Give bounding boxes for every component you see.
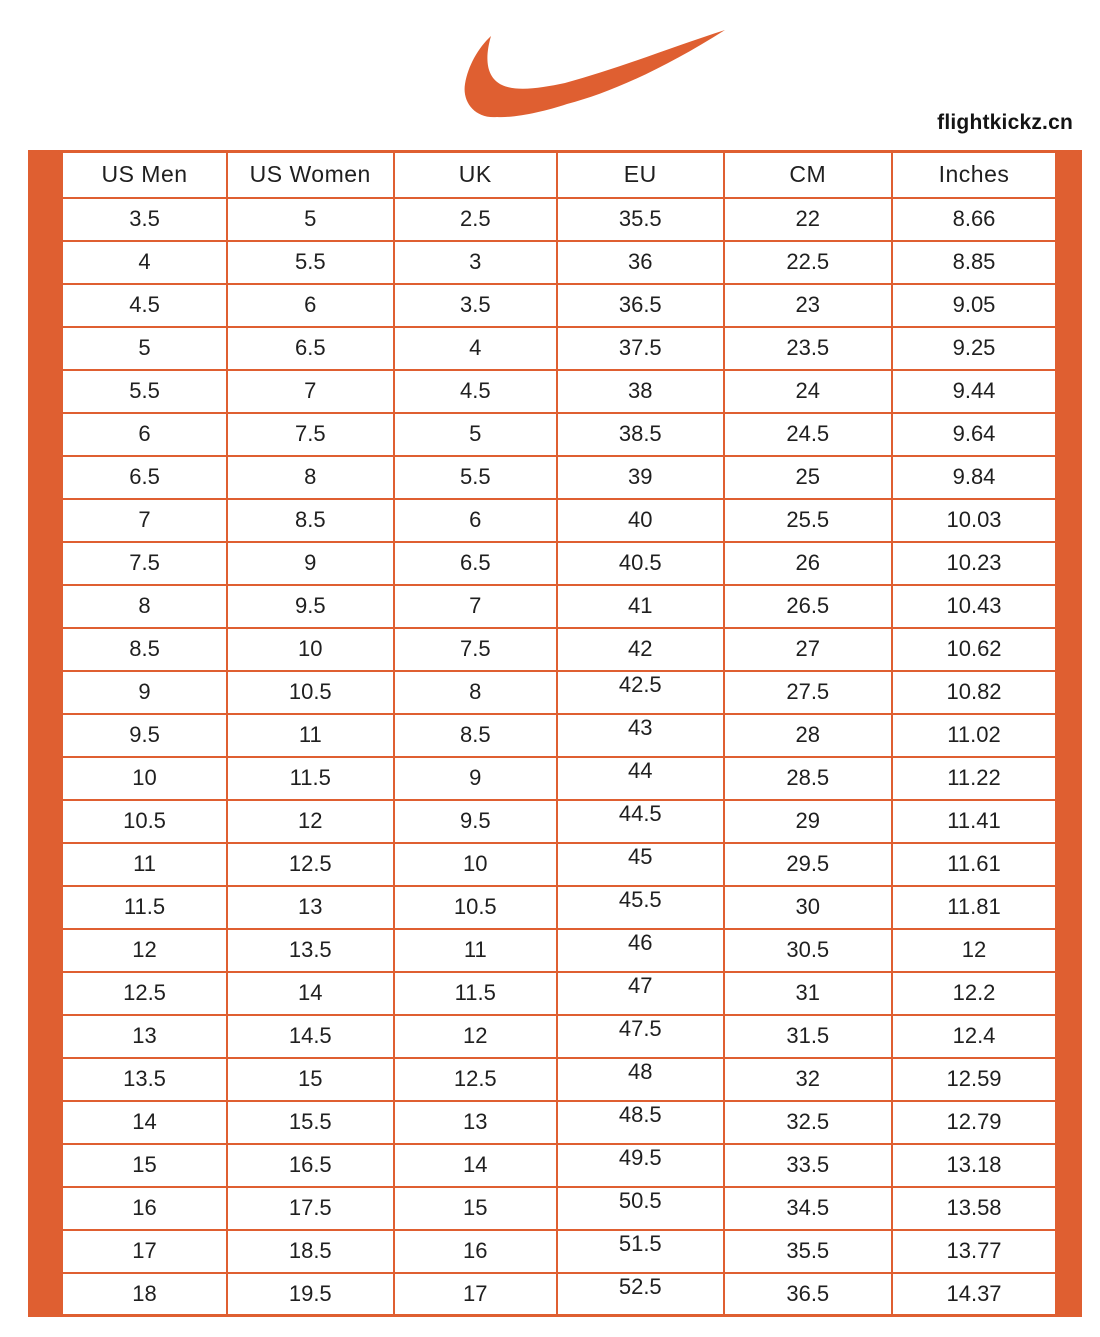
table-row bbox=[62, 585, 1057, 628]
size-cell: 5 bbox=[394, 413, 557, 456]
size-cell: 13 bbox=[394, 1101, 557, 1144]
size-cell: 18 bbox=[62, 1273, 227, 1316]
size-cell: 4.5 bbox=[394, 370, 557, 413]
size-cell: 35.5 bbox=[557, 198, 724, 241]
header-cell: Inches bbox=[892, 152, 1057, 198]
size-cell: 26.5 bbox=[724, 585, 892, 628]
size-cell: 42.5 bbox=[557, 671, 724, 714]
size-cell: 45 bbox=[557, 843, 724, 886]
size-cell: 10.5 bbox=[62, 800, 227, 843]
size-cell: 7 bbox=[394, 585, 557, 628]
size-cell: 11 bbox=[62, 843, 227, 886]
size-cell: 11 bbox=[394, 929, 557, 972]
size-cell: 13 bbox=[227, 886, 394, 929]
size-cell: 6.5 bbox=[227, 327, 394, 370]
header-cell: UK bbox=[394, 152, 557, 198]
size-cell: 9.5 bbox=[227, 585, 394, 628]
size-cell: 12.2 bbox=[892, 972, 1057, 1015]
size-cell: 6 bbox=[227, 284, 394, 327]
table-row bbox=[62, 714, 1057, 757]
size-cell: 10.5 bbox=[394, 886, 557, 929]
size-cell: 12.5 bbox=[227, 843, 394, 886]
size-cell: 10 bbox=[227, 628, 394, 671]
table-row bbox=[62, 327, 1057, 370]
size-cell: 6 bbox=[394, 499, 557, 542]
size-cell: 11.02 bbox=[892, 714, 1057, 757]
size-cell: 12.5 bbox=[394, 1058, 557, 1101]
size-cell: 14.37 bbox=[892, 1273, 1057, 1316]
size-cell: 12.79 bbox=[892, 1101, 1057, 1144]
size-cell: 15 bbox=[227, 1058, 394, 1101]
size-chart-table bbox=[60, 150, 1058, 1317]
size-cell: 10 bbox=[394, 843, 557, 886]
size-cell: 19.5 bbox=[227, 1273, 394, 1316]
size-cell: 13.58 bbox=[892, 1187, 1057, 1230]
size-cell: 33.5 bbox=[724, 1144, 892, 1187]
size-cell: 42 bbox=[557, 628, 724, 671]
size-cell: 29 bbox=[724, 800, 892, 843]
size-cell: 9.64 bbox=[892, 413, 1057, 456]
size-cell: 12 bbox=[394, 1015, 557, 1058]
size-cell: 14 bbox=[62, 1101, 227, 1144]
size-cell: 40.5 bbox=[557, 542, 724, 585]
size-cell: 47 bbox=[557, 972, 724, 1015]
size-cell: 49.5 bbox=[557, 1144, 724, 1187]
size-cell: 39 bbox=[557, 456, 724, 499]
size-cell: 12 bbox=[892, 929, 1057, 972]
size-cell: 9.5 bbox=[62, 714, 227, 757]
size-cell: 10 bbox=[62, 757, 227, 800]
size-cell: 9.5 bbox=[394, 800, 557, 843]
size-cell: 38 bbox=[557, 370, 724, 413]
size-cell: 11.5 bbox=[394, 972, 557, 1015]
size-cell: 9.25 bbox=[892, 327, 1057, 370]
size-cell: 9 bbox=[394, 757, 557, 800]
size-cell: 23.5 bbox=[724, 327, 892, 370]
size-cell: 36.5 bbox=[724, 1273, 892, 1316]
table-row bbox=[62, 284, 1057, 327]
size-cell: 13.5 bbox=[227, 929, 394, 972]
size-cell: 5.5 bbox=[394, 456, 557, 499]
table-row bbox=[62, 929, 1057, 972]
size-cell: 6.5 bbox=[394, 542, 557, 585]
size-cell: 11.41 bbox=[892, 800, 1057, 843]
size-cell: 38.5 bbox=[557, 413, 724, 456]
table-row bbox=[62, 241, 1057, 284]
size-cell: 9.84 bbox=[892, 456, 1057, 499]
table-row bbox=[62, 843, 1057, 886]
size-cell: 24.5 bbox=[724, 413, 892, 456]
size-cell: 35.5 bbox=[724, 1230, 892, 1273]
table-row bbox=[62, 800, 1057, 843]
size-cell: 8 bbox=[394, 671, 557, 714]
table-row bbox=[62, 542, 1057, 585]
size-cell: 13.5 bbox=[62, 1058, 227, 1101]
size-cell: 16 bbox=[394, 1230, 557, 1273]
size-cell: 8.5 bbox=[62, 628, 227, 671]
size-cell: 8.85 bbox=[892, 241, 1057, 284]
size-cell: 9.44 bbox=[892, 370, 1057, 413]
size-cell: 12 bbox=[227, 800, 394, 843]
size-cell: 50.5 bbox=[557, 1187, 724, 1230]
header-cell: EU bbox=[557, 152, 724, 198]
size-cell: 23 bbox=[724, 284, 892, 327]
size-cell: 12.4 bbox=[892, 1015, 1057, 1058]
header-cell: US Women bbox=[227, 152, 394, 198]
size-cell: 8 bbox=[62, 585, 227, 628]
size-cell: 17.5 bbox=[227, 1187, 394, 1230]
size-cell: 14 bbox=[227, 972, 394, 1015]
size-cell: 13.18 bbox=[892, 1144, 1057, 1187]
table-row bbox=[62, 1273, 1057, 1316]
size-cell: 28 bbox=[724, 714, 892, 757]
table-frame bbox=[28, 150, 1082, 1317]
size-cell: 11.5 bbox=[62, 886, 227, 929]
size-cell: 8.66 bbox=[892, 198, 1057, 241]
size-cell: 22 bbox=[724, 198, 892, 241]
size-cell: 41 bbox=[557, 585, 724, 628]
size-cell: 25.5 bbox=[724, 499, 892, 542]
size-cell: 5.5 bbox=[62, 370, 227, 413]
table-row bbox=[62, 1187, 1057, 1230]
size-cell: 7.5 bbox=[227, 413, 394, 456]
size-cell: 22.5 bbox=[724, 241, 892, 284]
size-cell: 46 bbox=[557, 929, 724, 972]
size-cell: 31 bbox=[724, 972, 892, 1015]
size-cell: 24 bbox=[724, 370, 892, 413]
size-cell: 6 bbox=[62, 413, 227, 456]
size-cell: 18.5 bbox=[227, 1230, 394, 1273]
size-cell: 4 bbox=[394, 327, 557, 370]
size-cell: 11.61 bbox=[892, 843, 1057, 886]
size-cell: 17 bbox=[62, 1230, 227, 1273]
table-row bbox=[62, 671, 1057, 714]
size-cell: 11.5 bbox=[227, 757, 394, 800]
size-cell: 4 bbox=[62, 241, 227, 284]
size-cell: 11 bbox=[227, 714, 394, 757]
right-accent-bar bbox=[1058, 150, 1082, 1317]
size-cell: 7 bbox=[62, 499, 227, 542]
size-cell: 12 bbox=[62, 929, 227, 972]
table-row bbox=[62, 1058, 1057, 1101]
size-cell: 17 bbox=[394, 1273, 557, 1316]
size-cell: 12.5 bbox=[62, 972, 227, 1015]
size-cell: 14 bbox=[394, 1144, 557, 1187]
size-cell: 52.5 bbox=[557, 1273, 724, 1316]
size-cell: 10.23 bbox=[892, 542, 1057, 585]
size-cell: 8.5 bbox=[227, 499, 394, 542]
table-row bbox=[62, 499, 1057, 542]
size-cell: 48 bbox=[557, 1058, 724, 1101]
table-row bbox=[62, 628, 1057, 671]
site-label: flightkickz.cn bbox=[937, 111, 1073, 134]
size-cell: 28.5 bbox=[724, 757, 892, 800]
size-cell: 7.5 bbox=[394, 628, 557, 671]
table-row bbox=[62, 886, 1057, 929]
table-row bbox=[62, 198, 1057, 241]
size-cell: 26 bbox=[724, 542, 892, 585]
header-cell: CM bbox=[724, 152, 892, 198]
size-cell: 3.5 bbox=[62, 198, 227, 241]
size-cell: 7 bbox=[227, 370, 394, 413]
size-cell: 16.5 bbox=[227, 1144, 394, 1187]
size-cell: 27.5 bbox=[724, 671, 892, 714]
size-cell: 8.5 bbox=[394, 714, 557, 757]
size-cell: 8 bbox=[227, 456, 394, 499]
size-cell: 36 bbox=[557, 241, 724, 284]
size-cell: 30.5 bbox=[724, 929, 892, 972]
size-cell: 44.5 bbox=[557, 800, 724, 843]
table-row bbox=[62, 1101, 1057, 1144]
size-cell: 32 bbox=[724, 1058, 892, 1101]
size-cell: 43 bbox=[557, 714, 724, 757]
table-body bbox=[62, 198, 1057, 1316]
size-cell: 15 bbox=[62, 1144, 227, 1187]
table-row bbox=[62, 1015, 1057, 1058]
size-cell: 30 bbox=[724, 886, 892, 929]
size-cell: 11.22 bbox=[892, 757, 1057, 800]
size-cell: 29.5 bbox=[724, 843, 892, 886]
size-cell: 7.5 bbox=[62, 542, 227, 585]
size-cell: 10.62 bbox=[892, 628, 1057, 671]
size-cell: 9.05 bbox=[892, 284, 1057, 327]
size-cell: 40 bbox=[557, 499, 724, 542]
size-cell: 51.5 bbox=[557, 1230, 724, 1273]
size-cell: 10.5 bbox=[227, 671, 394, 714]
table-row bbox=[62, 413, 1057, 456]
size-cell: 3 bbox=[394, 241, 557, 284]
size-cell: 3.5 bbox=[394, 284, 557, 327]
size-cell: 6.5 bbox=[62, 456, 227, 499]
size-cell: 5 bbox=[227, 198, 394, 241]
size-cell: 11.81 bbox=[892, 886, 1057, 929]
size-cell: 36.5 bbox=[557, 284, 724, 327]
size-cell: 45.5 bbox=[557, 886, 724, 929]
size-cell: 15 bbox=[394, 1187, 557, 1230]
size-cell: 31.5 bbox=[724, 1015, 892, 1058]
table-row bbox=[62, 456, 1057, 499]
header-cell: US Men bbox=[62, 152, 227, 198]
size-cell: 47.5 bbox=[557, 1015, 724, 1058]
size-cell: 10.43 bbox=[892, 585, 1057, 628]
size-cell: 32.5 bbox=[724, 1101, 892, 1144]
table-row bbox=[62, 1230, 1057, 1273]
table-row bbox=[62, 1144, 1057, 1187]
size-cell: 15.5 bbox=[227, 1101, 394, 1144]
size-cell: 48.5 bbox=[557, 1101, 724, 1144]
table-row bbox=[62, 972, 1057, 1015]
size-cell: 25 bbox=[724, 456, 892, 499]
size-cell: 16 bbox=[62, 1187, 227, 1230]
nike-swoosh-logo bbox=[455, 28, 725, 120]
size-cell: 13.77 bbox=[892, 1230, 1057, 1273]
nike-swoosh-icon bbox=[455, 28, 725, 120]
size-cell: 10.82 bbox=[892, 671, 1057, 714]
size-cell: 4.5 bbox=[62, 284, 227, 327]
left-accent-bar bbox=[28, 150, 60, 1317]
size-cell: 10.03 bbox=[892, 499, 1057, 542]
size-cell: 2.5 bbox=[394, 198, 557, 241]
size-cell: 27 bbox=[724, 628, 892, 671]
size-cell: 13 bbox=[62, 1015, 227, 1058]
size-cell: 12.59 bbox=[892, 1058, 1057, 1101]
size-cell: 37.5 bbox=[557, 327, 724, 370]
size-cell: 5 bbox=[62, 327, 227, 370]
size-cell: 5.5 bbox=[227, 241, 394, 284]
header-row bbox=[62, 152, 1057, 198]
size-cell: 14.5 bbox=[227, 1015, 394, 1058]
size-cell: 9 bbox=[227, 542, 394, 585]
size-cell: 9 bbox=[62, 671, 227, 714]
table-row bbox=[62, 757, 1057, 800]
table-row bbox=[62, 370, 1057, 413]
size-cell: 44 bbox=[557, 757, 724, 800]
size-cell: 34.5 bbox=[724, 1187, 892, 1230]
